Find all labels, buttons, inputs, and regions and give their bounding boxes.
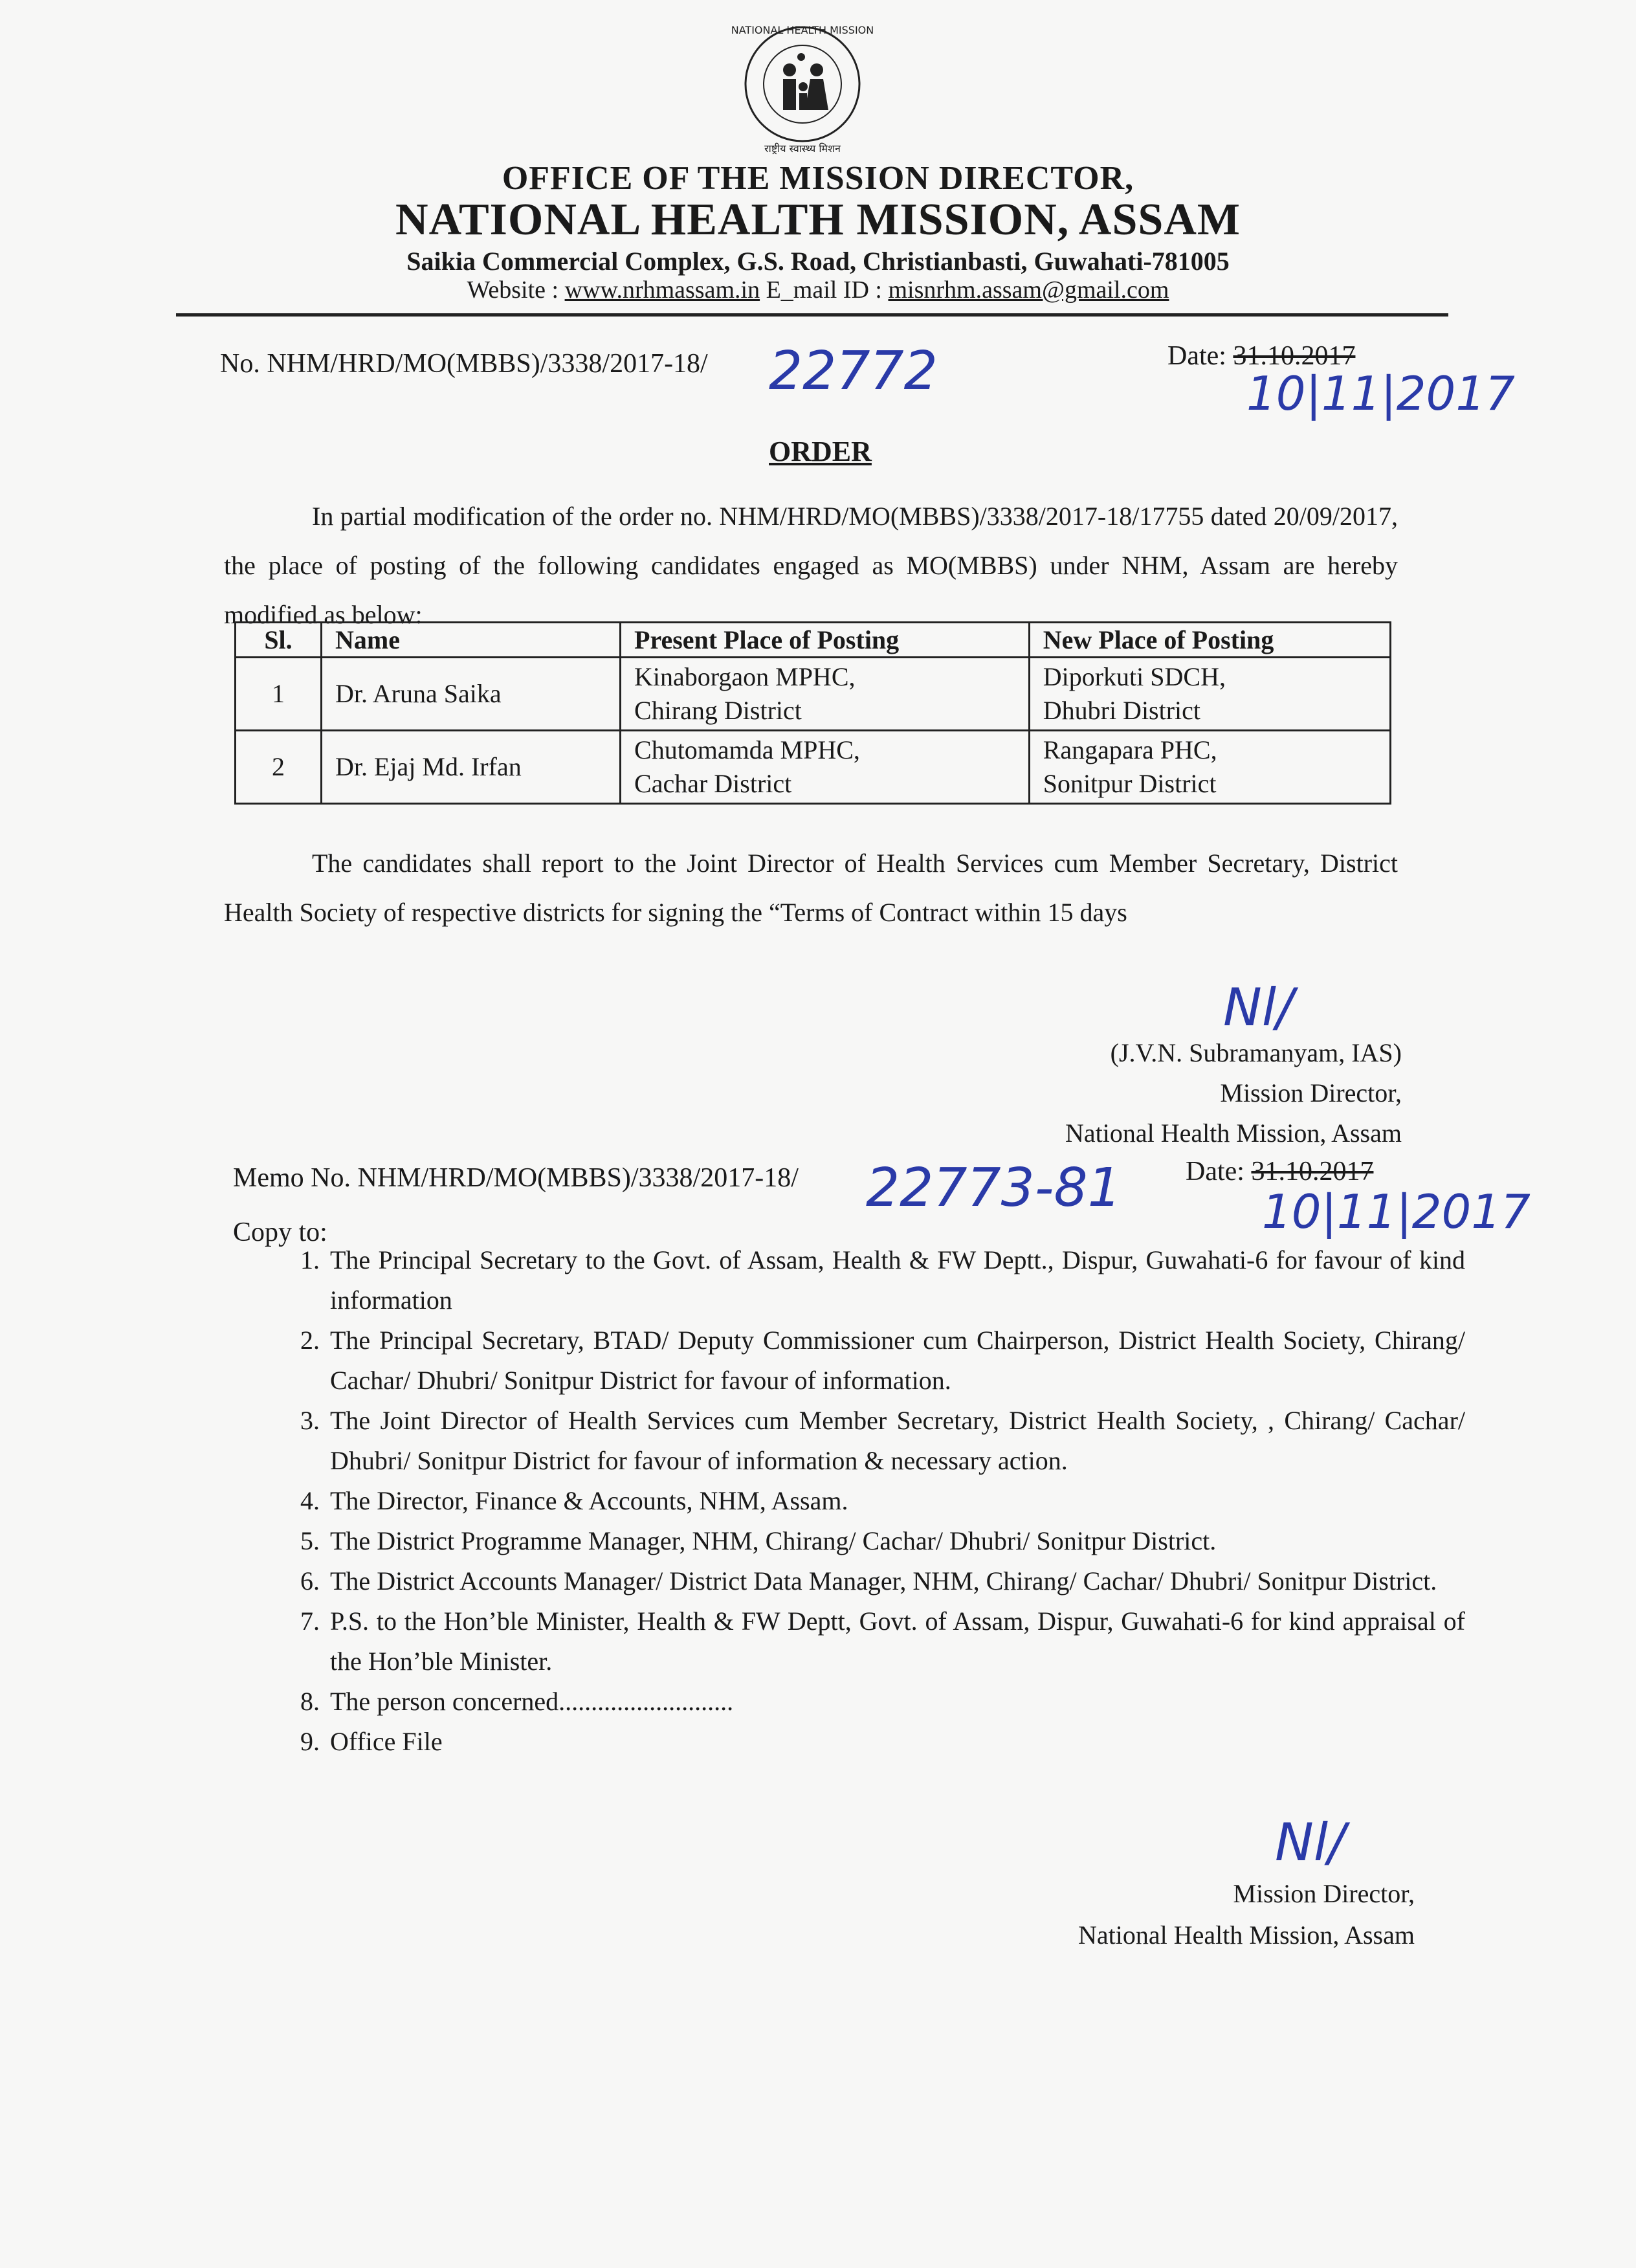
cell-present xyxy=(621,731,1030,804)
list-item: 6. The District Accounts Manager/ District Data Manager, NHM, Chirang/ Cachar/ Dhubri/ Sonitpur District. xyxy=(326,1561,1465,1601)
email-label: E_mail ID : xyxy=(760,276,889,304)
header-present: Present Place of Posting xyxy=(621,623,1030,658)
website-label: Website : xyxy=(467,276,565,304)
order-title: ORDER xyxy=(769,436,872,467)
intro-text: In partial modification of the order no. NHM/HRD/MO(MBBS)/3338/2017-18/17755 dated 20/09/2017, the place of posting of the following candidates engaged as MO(MBBS) under NHM, Assam are hereby modified as below: xyxy=(224,502,1398,629)
memo-number-handwritten: 22773-81 xyxy=(866,1157,1122,1219)
order-date-handwritten: 10|11|2017 xyxy=(1246,366,1515,421)
copy-to-label: Copy to: xyxy=(233,1217,327,1247)
email-link[interactable]: misnrhm.assam@gmail.com xyxy=(888,276,1169,304)
present-line-1: Chutomamda MPHC, xyxy=(634,735,860,764)
instruction-paragraph xyxy=(224,839,1398,937)
nhm-emblem xyxy=(718,19,887,162)
cell-present xyxy=(621,658,1030,731)
copy-list xyxy=(272,1240,1465,1762)
office-heading: OFFICE OF THE MISSION DIRECTOR, xyxy=(502,160,1134,197)
cell-sl: 2 xyxy=(236,731,322,804)
memo-date-struck: 31.10.2017 xyxy=(1251,1157,1374,1186)
contact-line xyxy=(0,276,1636,304)
new-line-1: Rangapara PHC, xyxy=(1043,735,1217,764)
address-line: Saikia Commercial Complex, G.S. Road, Christianbasti, Guwahati-781005 xyxy=(406,247,1230,276)
signatory-org: National Health Mission, Assam xyxy=(1065,1118,1402,1148)
list-item: 9. Office File xyxy=(326,1722,1465,1762)
cell-sl: 1 xyxy=(236,658,322,731)
memo-date-label: Date: xyxy=(1186,1157,1252,1186)
signature-block-2 xyxy=(1010,1873,1415,1956)
present-line-2: Chirang District xyxy=(634,696,802,725)
table-header-row xyxy=(236,623,1391,658)
list-item: 8. The person concerned........................... xyxy=(326,1682,1465,1722)
date-label: Date: xyxy=(1167,341,1233,371)
new-line-1: Diporkuti SDCH, xyxy=(1043,662,1226,691)
list-item: 4. The Director, Finance & Accounts, NHM, Assam. xyxy=(326,1481,1465,1521)
signature-initials: Nl/ xyxy=(1223,977,1294,1038)
cell-name: Dr. Ejaj Md. Irfan xyxy=(322,731,621,804)
memo-date-handwritten: 10|11|2017 xyxy=(1262,1184,1531,1239)
signature-block xyxy=(1010,1033,1402,1153)
intro-paragraph xyxy=(224,492,1398,639)
date-struck: 31.10.2017 xyxy=(1233,341,1356,371)
header-sl: Sl. xyxy=(236,623,322,658)
list-item: 5. The District Programme Manager, NHM, Chirang/ Cachar/ Dhubri/ Sonitpur District. xyxy=(326,1521,1465,1561)
posting-table xyxy=(234,621,1391,805)
list-item: 3. The Joint Director of Health Services cum Member Secretary, District Health Society, , Chirang/ Cachar/ Dhubri/ Sonitpur District for favour of information & necessary action. xyxy=(326,1401,1465,1481)
order-number: No. NHM/HRD/MO(MBBS)/3338/2017-18/ xyxy=(220,349,708,379)
list-item: 7. P.S. to the Hon’ble Minister, Health & FW Deptt, Govt. of Assam, Dispur, Guwahati-6 for kind appraisal of the Hon’ble Minister. xyxy=(326,1601,1465,1682)
signature-initials-2: Nl/ xyxy=(1275,1812,1346,1873)
cell-name: Dr. Aruna Saika xyxy=(322,658,621,731)
header-name: Name xyxy=(322,623,621,658)
list-item: 2. The Principal Secretary, BTAD/ Deputy Commissioner cum Chairperson, District Health Society, Chirang/ Cachar/ Dhubri/ Sonitpur District for favour of information. xyxy=(326,1320,1465,1401)
present-line-2: Cachar District xyxy=(634,769,792,798)
signatory-org-2: National Health Mission, Assam xyxy=(1078,1920,1415,1950)
list-item: 1. The Principal Secretary to the Govt. of Assam, Health & FW Deptt., Dispur, Guwahati-6 for favour of kind information xyxy=(326,1240,1465,1320)
header-new: New Place of Posting xyxy=(1029,623,1390,658)
signatory-title: Mission Director, xyxy=(1220,1078,1402,1107)
present-line-1: Kinaborgaon MPHC, xyxy=(634,662,856,691)
emblem-hindi-text: राष्ट्रीय स्वास्थ्य मिशन xyxy=(764,142,841,155)
emblem-caption: NATIONAL HEALTH MISSION xyxy=(731,24,874,36)
signatory-name: (J.V.N. Subramanyam, IAS) xyxy=(1110,1038,1402,1067)
memo-date xyxy=(1186,1156,1373,1187)
org-heading: NATIONAL HEALTH MISSION, ASSAM xyxy=(395,195,1241,245)
signatory-title-2: Mission Director, xyxy=(1233,1879,1415,1908)
new-line-2: Sonitpur District xyxy=(1043,769,1217,798)
website-link[interactable]: www.nrhmassam.in xyxy=(564,276,760,304)
new-line-2: Dhubri District xyxy=(1043,696,1201,725)
table-row xyxy=(236,658,1391,731)
header-divider xyxy=(176,313,1448,317)
table-row xyxy=(236,731,1391,804)
instruction-text: The candidates shall report to the Joint Director of Health Services cum Member Secretary, District Health Society of respective districts for signing the “Terms of Contract within 15 days xyxy=(224,849,1398,927)
order-number-handwritten: 22772 xyxy=(769,340,938,402)
cell-new xyxy=(1029,731,1390,804)
memo-number: Memo No. NHM/HRD/MO(MBBS)/3338/2017-18/ xyxy=(233,1163,799,1193)
cell-new xyxy=(1029,658,1390,731)
